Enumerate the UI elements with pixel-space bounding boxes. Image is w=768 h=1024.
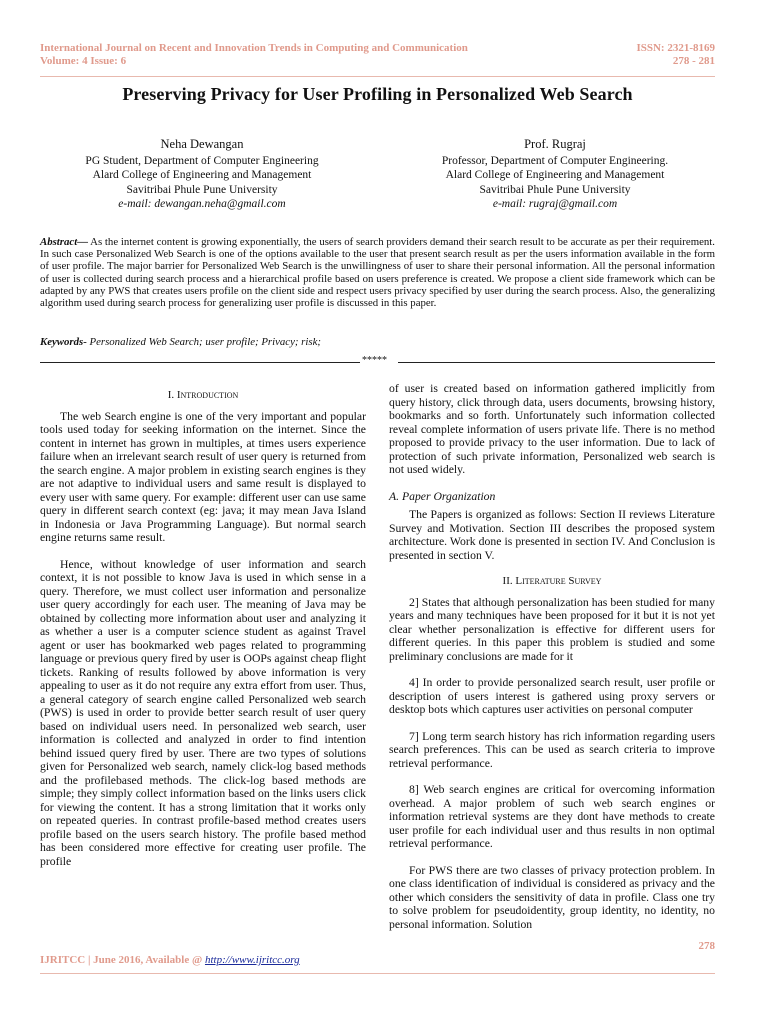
journal-issn-block (636, 42, 715, 68)
journal-name: International Journal on Recent and Innovation Trends in Computing and Communication (40, 42, 468, 54)
header-divider (40, 76, 715, 77)
footer-text: IJRITCC | June 2016, Available @ (40, 954, 205, 966)
author-university: Savitribai Phule Pune University (126, 183, 278, 196)
author-block-1 (37, 137, 367, 212)
separator-line-right (398, 362, 715, 363)
separator-line-left (40, 362, 360, 363)
section-separator (40, 356, 715, 368)
separator-stars: ***** (362, 355, 387, 366)
left-column (40, 382, 366, 881)
author-college: Alard College of Engineering and Management (445, 169, 665, 181)
journal-url-link[interactable]: http://www.ijritcc.org (204, 954, 300, 966)
paragraph: 8] Web search engines are critical for overcoming information overhead. A major problem of such web search engines or information retrieval systems are they dont have methods to create user profile for each individual user and thus results in non optimal retrieval performance. (389, 783, 715, 850)
author-name: Neha Dewangan (160, 137, 244, 151)
journal-volume: Volume: 4 Issue: 6 (40, 55, 127, 67)
page-number: 278 (698, 940, 715, 952)
journal-issn: ISSN: 2321-8169 (636, 42, 715, 54)
journal-header (40, 42, 468, 68)
paragraph: 2] States that although personalization has been studied for many years and many techniques have been proposed for it but it is not yet clear whether personalization is effective for different users for different queries. In this paper this problem is studied and some preliminary conclusions are made for it (389, 595, 715, 663)
paragraph: For PWS there are two classes of privacy protection problem. In one class identification of individual is considered as privacy and the other which considers the sensitivity of data in profile. Class one try to solve problem for pseudoidentity, group identity, no identity, no personal information. Solution (389, 863, 715, 931)
abstract (40, 236, 715, 309)
author-role: PG Student, Department of Computer Engineering (85, 154, 319, 167)
keywords-text: Personalized Web Search; user profile; Privacy; risk; (86, 336, 321, 348)
paragraph-continuation: of user is created based on information gathered implicitly from query history, click through data, users documents, browsing history, bookmarks and so forth. Unfortunately such information collected reveal complete information of users private life. There is no method proposed to provide privacy to the user information. Due to lack of protection of such private information, Personalized web search is not used widely. (389, 382, 715, 476)
abstract-text: As the internet content is growing exponentially, the users of search providers demand their search result to be accurate as per their requirement. In such case Personalized Web Search is one of the options available to the user that present search result as per the users information available in the form of user profile. The major barrier for Personalized Web Search is the unwillingness of user to share their personal information. All the personal information of user is collected during search process and a hierarchical profile based on users preference is created. We propose a client side framework which can be adapted by any PWS that creates users profile on the client side and respect users privacy specified by user during the search process. Also, the generalizing algorithm used during search process for generalizing user profile is discussed in this paper. (40, 236, 715, 310)
footer-citation (40, 954, 300, 966)
paragraph: The web Search engine is one of the very important and popular tools used today for seeking information on the internet. Since the content in internet has grown in multiples, at times users experience failure when an irrelevant search result of user query is returned from the search engine. A major problem in existing search engines is they are not adaptive to individual users and same result is displayed to every user with same query. For example: different user can use same query in different search context (eg: java; it may mean Java Island in Indonesia or Java Programming Language). But normal search engine returns same result. (40, 409, 366, 544)
author-email: e-mail: rugraj@gmail.com (492, 198, 618, 210)
section-heading-introduction: I. Introduction (167, 389, 239, 401)
paper-title: Preserving Privacy for User Profiling in Personalized Web Search (122, 84, 633, 104)
author-university: Savitribai Phule Pune University (479, 183, 631, 196)
keywords-label: Keywords- (40, 336, 87, 348)
author-block-2 (390, 137, 720, 212)
paragraph: Hence, without knowledge of user information and search context, it is not possible to know Java is used in which sense in a query. Therefore, we must collect user information and personalize user query accordingly for each user. The meaning of Java may be obtained by collecting more information about user and analyzing it as whether a user is a computer science student as against Travel agent or user has bookmarked web pages related to programming language or previous query fired by user is OOPs against cheap flight tickets. Ranking of results followed by above information is very appealing to user as it do not require any extra effort from user. Thus, a general category of search engine called Personalized web search (PWS) is used in order to provide better search result of user query based on individual users need. In personalized web search, user information is collected and analyzed in order to find intention behind issued query fired by user. There are two types of solutions given for Personalized web search, namely click-log based methods and the profilebased methods. The click-log based methods are simple; they simply collect information based on the links users click for viewing the content. It has a strong limitation that it works only on repeated queries. In contrast profile-based method creates users profile based on the users search history. The profile based method has been considered more effective for creating user profile. The profile (40, 557, 366, 868)
section-heading-literature-survey: II. Literature Survey (502, 575, 602, 587)
subsection-heading-paper-organization: A. Paper Organization (389, 489, 496, 503)
paragraph: 4] In order to provide personalized search result, user profile or description of users interest is gathered using proxy servers or desktop bots which captures user activities on personal computer (389, 676, 715, 716)
keywords (40, 336, 321, 348)
author-role: Professor, Department of Computer Engineering. (441, 154, 669, 167)
abstract-label: Abstract— (40, 236, 88, 248)
author-name: Prof. Rugraj (524, 137, 586, 151)
right-column (389, 382, 715, 944)
journal-pages: 278 - 281 (672, 55, 715, 67)
author-college: Alard College of Engineering and Management (92, 169, 312, 181)
footer-divider (40, 973, 715, 974)
paragraph: 7] Long term search history has rich information regarding users search preferences. This can be used as search criteria to improve retrieval performance. (389, 729, 715, 770)
author-email: e-mail: dewangan.neha@gmail.com (118, 198, 286, 210)
paragraph: The Papers is organized as follows: Section II reviews Literature Survey and Motivation. Section III describes the proposed system architecture. Work done is presented in section IV. And Conclusion is presented in section V. (389, 508, 715, 562)
